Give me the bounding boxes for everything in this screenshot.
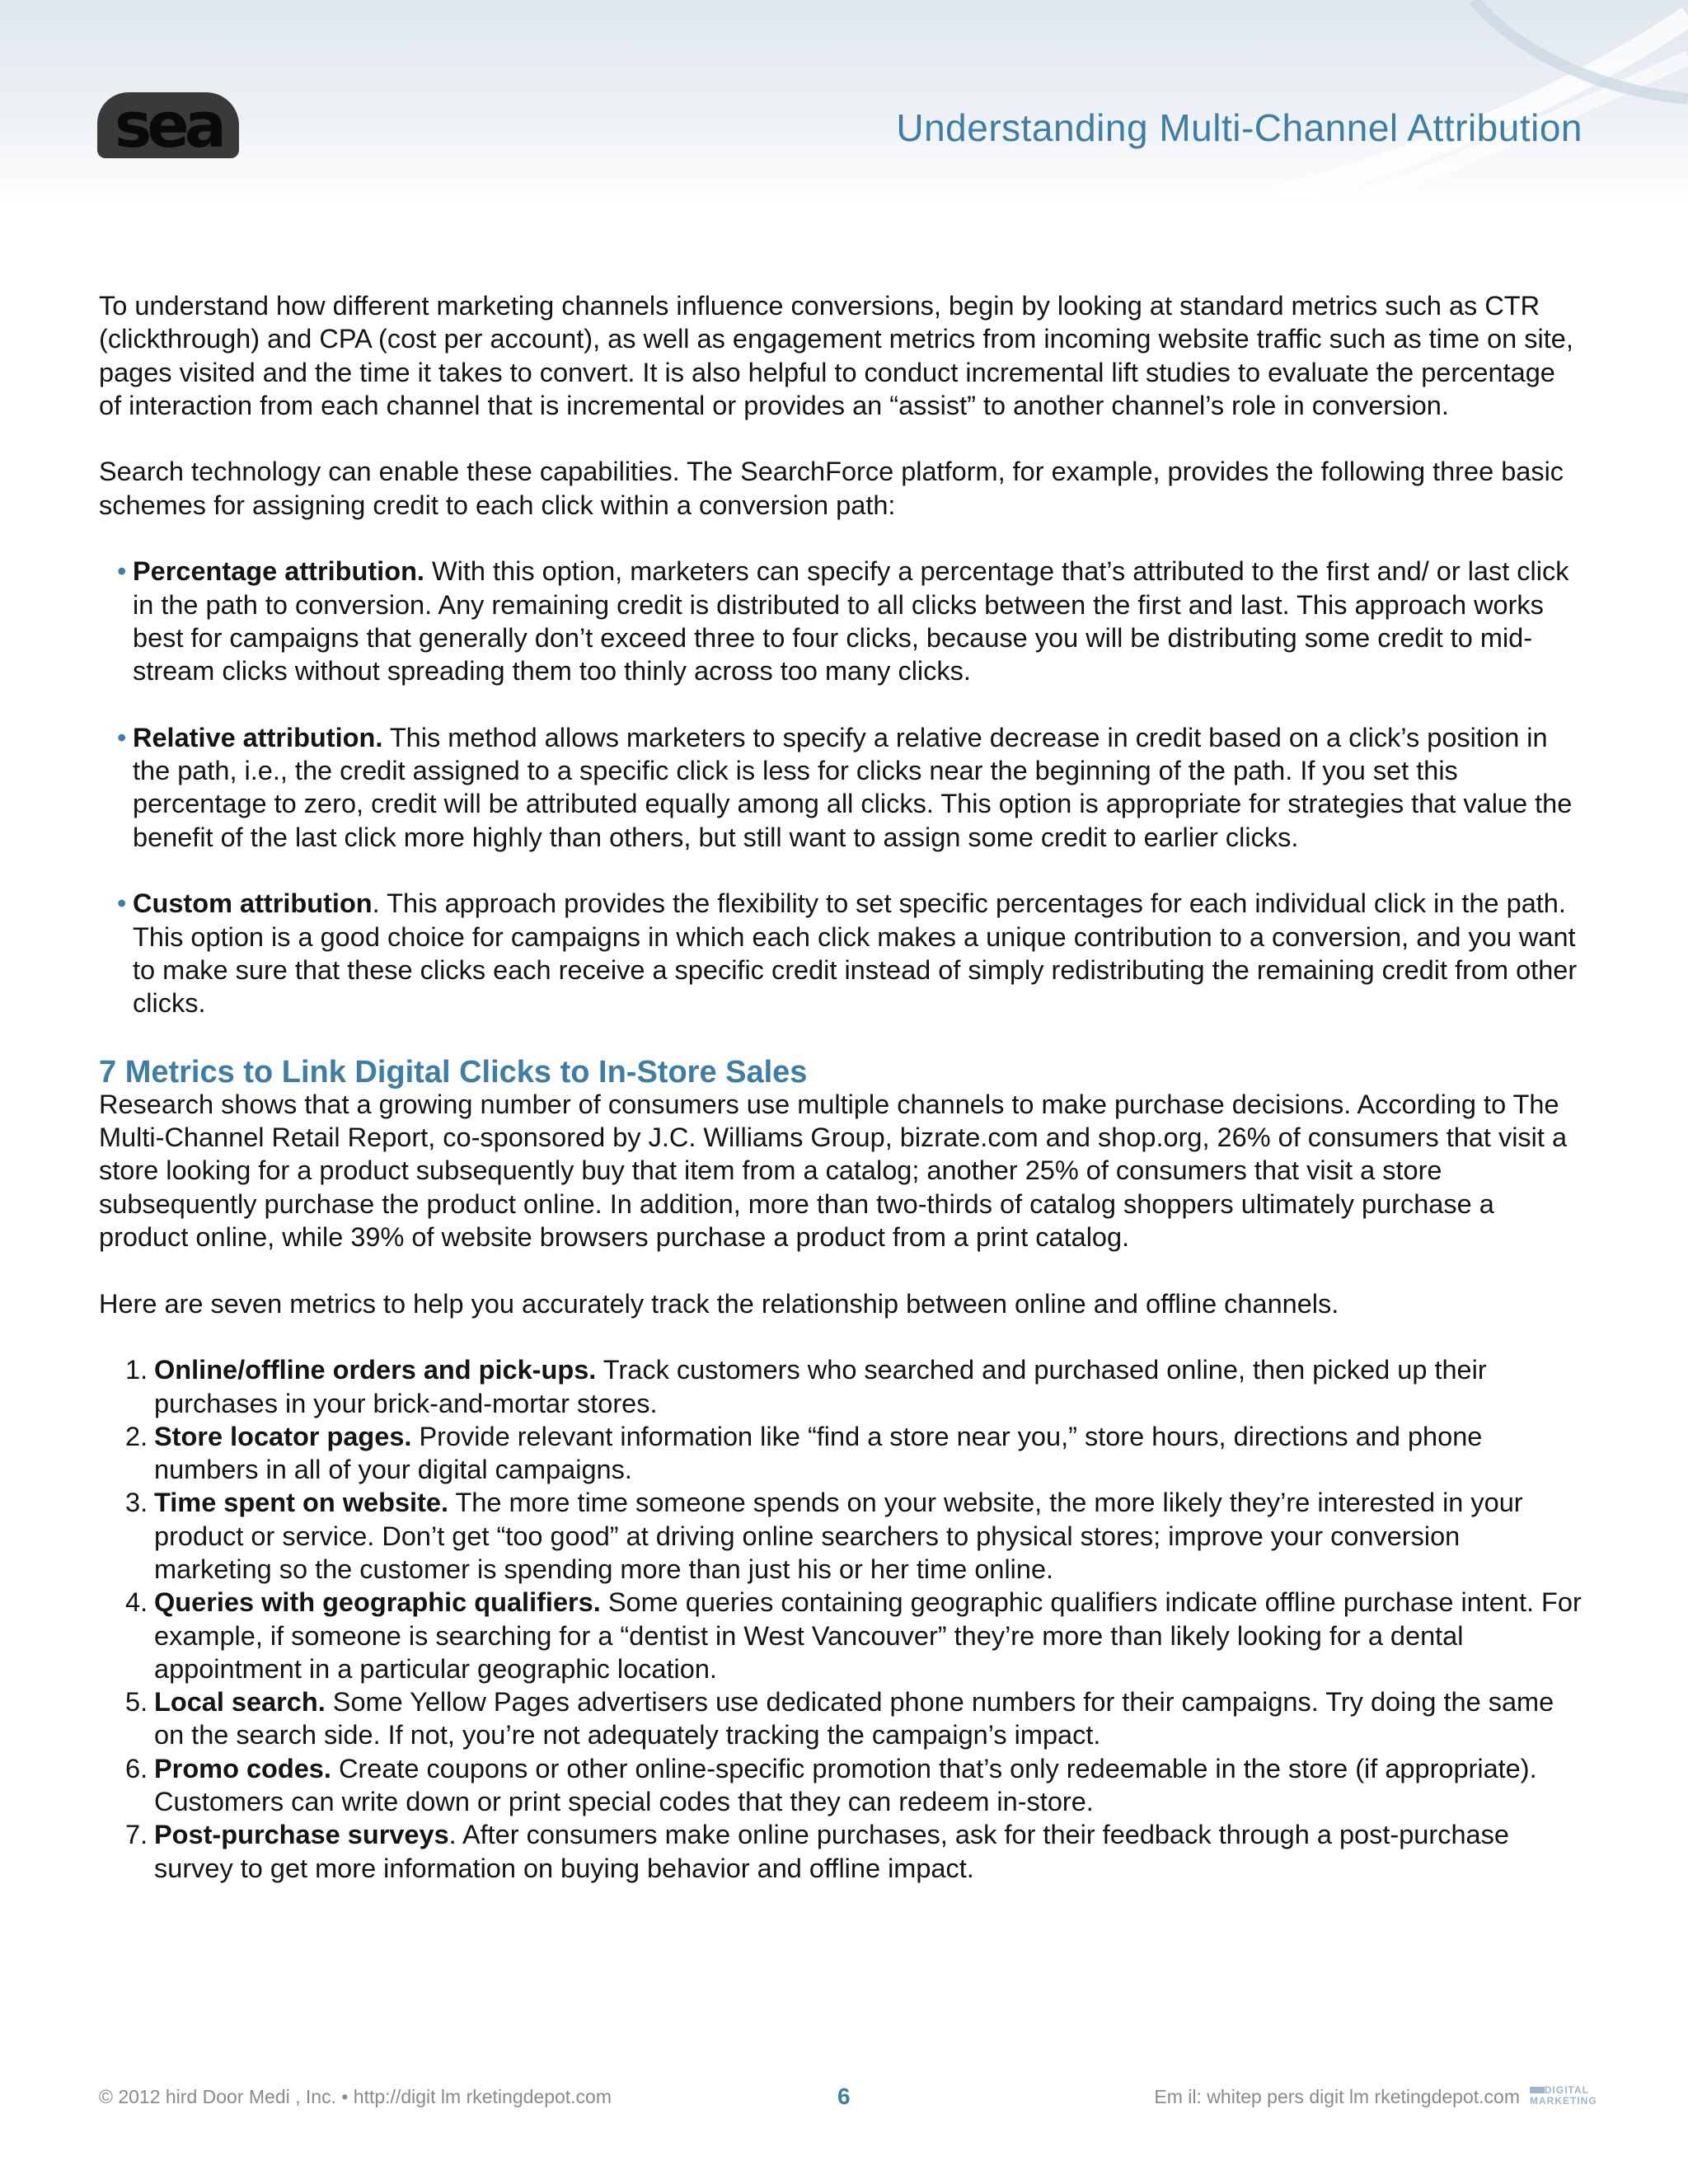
section-paragraph-1: Research shows that a growing number of consumers use multiple channels to make purchase decisions. According to The Multi-Channel Retail Report, co-sponsored by J.C. Williams Group, bizrate.com and shop.org, 26% of consumers that visit a store looking for a product subsequently buy that item from a catalog; another 25% of consumers that visit a store subsequently purchase the product online. In addition, more than two-thirds of catalog shoppers ultimately purchase a product online, while 39% of website browsers purchase a product from a print catalog. bbox=[99, 1089, 1568, 1253]
metric-text: Provide relevant information like “find a store near you,” store hours, directions and phone numbers in all of your digital campaigns. bbox=[154, 1421, 1483, 1485]
metric-item bbox=[99, 1586, 1582, 1685]
attribution-bullet-list bbox=[99, 555, 1582, 1019]
page-footer bbox=[99, 2080, 1597, 2113]
bullet-item-custom bbox=[99, 887, 1582, 1019]
digital-marketing-logo bbox=[1530, 2084, 1597, 2107]
metric-number: 1. bbox=[125, 1355, 148, 1385]
bullet-text: This method allows marketers to specify a relative decrease in credit based on a click’s position in the path, i.e., the credit assigned to a specific click is less for clicks near the beginning of the path. If you set this percentage to zero, credit will be attributed equally among all clicks. This option is appropriate for strategies that value the benefit of the last click more highly than others, but still want to assign some credit to earlier clicks. bbox=[133, 722, 1573, 852]
metric-number: 4. bbox=[125, 1587, 148, 1618]
metric-number: 3. bbox=[125, 1488, 148, 1518]
metric-text: Some queries containing geographic qualifiers indicate offline purchase intent. For example, if someone is searching for a “dentist in West Vancouver” they’re more than likely looking for a dental appointment in a particular geographic location. bbox=[154, 1587, 1582, 1684]
metric-text: Create coupons or other online-specific promotion that’s only redeemable in the store (if appropriate). Customers can write down or print special codes that they can redeem in-store. bbox=[154, 1753, 1537, 1817]
bullet-item-percentage bbox=[99, 555, 1582, 687]
document-title: Understanding Multi-Channel Attribution bbox=[896, 106, 1582, 149]
metric-number: 5. bbox=[125, 1687, 148, 1718]
bullet-term: Relative attribution. bbox=[133, 722, 383, 752]
logo-bar-mark bbox=[1530, 2087, 1545, 2093]
metric-number: 2. bbox=[125, 1421, 148, 1451]
metric-term: Queries with geographic qualifiers. bbox=[154, 1587, 601, 1618]
metric-term: Time spent on website. bbox=[154, 1488, 448, 1518]
bullet-text: . This approach provides the flexibility to set specific percentages for each individual click in the path. This option is a good choice for campaigns in which each click makes a unique contribution to a conversion, and you want to make sure that these clicks each receive a specific credit instead of simply redistributing the remaining credit from other clicks. bbox=[133, 888, 1578, 1019]
metric-term: Promo codes. bbox=[154, 1753, 331, 1783]
section-heading: 7 Metrics to Link Digital Clicks to In-Store Sales bbox=[99, 1054, 808, 1090]
page-number: 6 bbox=[837, 2083, 851, 2109]
metric-text: Some Yellow Pages advertisers use dedicated phone numbers for their campaigns. Try doing the same on the search side. If not, you’re not adequately tracking the campaign’s impact. bbox=[154, 1687, 1554, 1750]
bullet-text: With this option, marketers can specify a percentage that’s attributed to the first and/ or last click in the path to conversion. Any remaining credit is distributed to all clicks between the first and last. This approach works best for campaigns that generally don’t exceed three to four clicks, because you will be distributing some credit to mid-stream clicks without spreading them too thinly across too many clicks. bbox=[133, 556, 1569, 687]
intro-paragraph-2: Search technology can enable these capabilities. The SearchForce platform, for example, provides the following three basic schemes for assigning credit to each click within a conversion path: bbox=[99, 457, 1564, 520]
section-paragraph-2: Here are seven metrics to help you accurately track the relationship between online and offline channels. bbox=[99, 1288, 1339, 1319]
metrics-list bbox=[99, 1353, 1582, 1885]
bullet-marker: • bbox=[117, 556, 127, 587]
bullet-marker: • bbox=[117, 722, 127, 752]
metric-text: . After consumers make online purchases, ask for their feedback through a post-purchase survey to get more information on buying behavior and offline impact. bbox=[154, 1820, 1509, 1883]
bullet-term: Custom attribution bbox=[133, 888, 373, 919]
metric-item bbox=[99, 1752, 1582, 1819]
metric-term: Online/offline orders and pick-ups. bbox=[154, 1355, 597, 1385]
logo-text: sea bbox=[114, 88, 223, 162]
metric-number: 6. bbox=[125, 1753, 148, 1783]
logo-word-top: DIGITAL bbox=[1544, 2084, 1589, 2096]
metric-term: Store locator pages. bbox=[154, 1421, 412, 1451]
header-swoosh-decoration bbox=[1226, 0, 1688, 198]
footer-email: Em il: whitep pers digit lm rketingdepot.com bbox=[1154, 2086, 1520, 2107]
page-content bbox=[99, 289, 1582, 1885]
bullet-marker: • bbox=[117, 888, 127, 919]
intro-paragraph-1: To understand how different marketing channels influence conversions, begin by looking at standard metrics such as CTR (clickthrough) and CPA (cost per account), as well as engagement metrics from incoming website traffic such as time on site, pages visited and the time it takes to convert. It is also helpful to conduct incremental lift studies to evaluate the percentage of interaction from each channel that is incremental or provides an “assist” to another channel’s role in conversion. bbox=[99, 291, 1573, 420]
metric-item bbox=[99, 1420, 1582, 1487]
metric-item bbox=[99, 1486, 1582, 1586]
bullet-term: Percentage attribution. bbox=[133, 556, 424, 587]
metric-term: Local search. bbox=[154, 1687, 326, 1718]
company-logo bbox=[97, 88, 239, 162]
footer-copyright: © 2012 hird Door Medi , Inc. • http://digit lm rketingdepot.com bbox=[99, 2086, 612, 2107]
metric-number: 7. bbox=[125, 1820, 148, 1850]
bullet-item-relative bbox=[99, 721, 1582, 854]
logo-word-bottom: MARKETING bbox=[1530, 2095, 1597, 2107]
metric-item bbox=[99, 1353, 1582, 1420]
metric-item bbox=[99, 1685, 1582, 1752]
metric-item bbox=[99, 1818, 1582, 1885]
metric-text: Track customers who searched and purchased online, then picked up their purchases in your brick-and-mortar stores. bbox=[154, 1355, 1487, 1418]
metric-term: Post-purchase surveys bbox=[154, 1820, 449, 1850]
metric-text: The more time someone spends on your website, the more likely they’re interested in your product or service. Don’t get “too good” at driving online searchers to physical stores; improve your conversion marketing so the customer is spending more than just his or her time online. bbox=[154, 1488, 1523, 1584]
